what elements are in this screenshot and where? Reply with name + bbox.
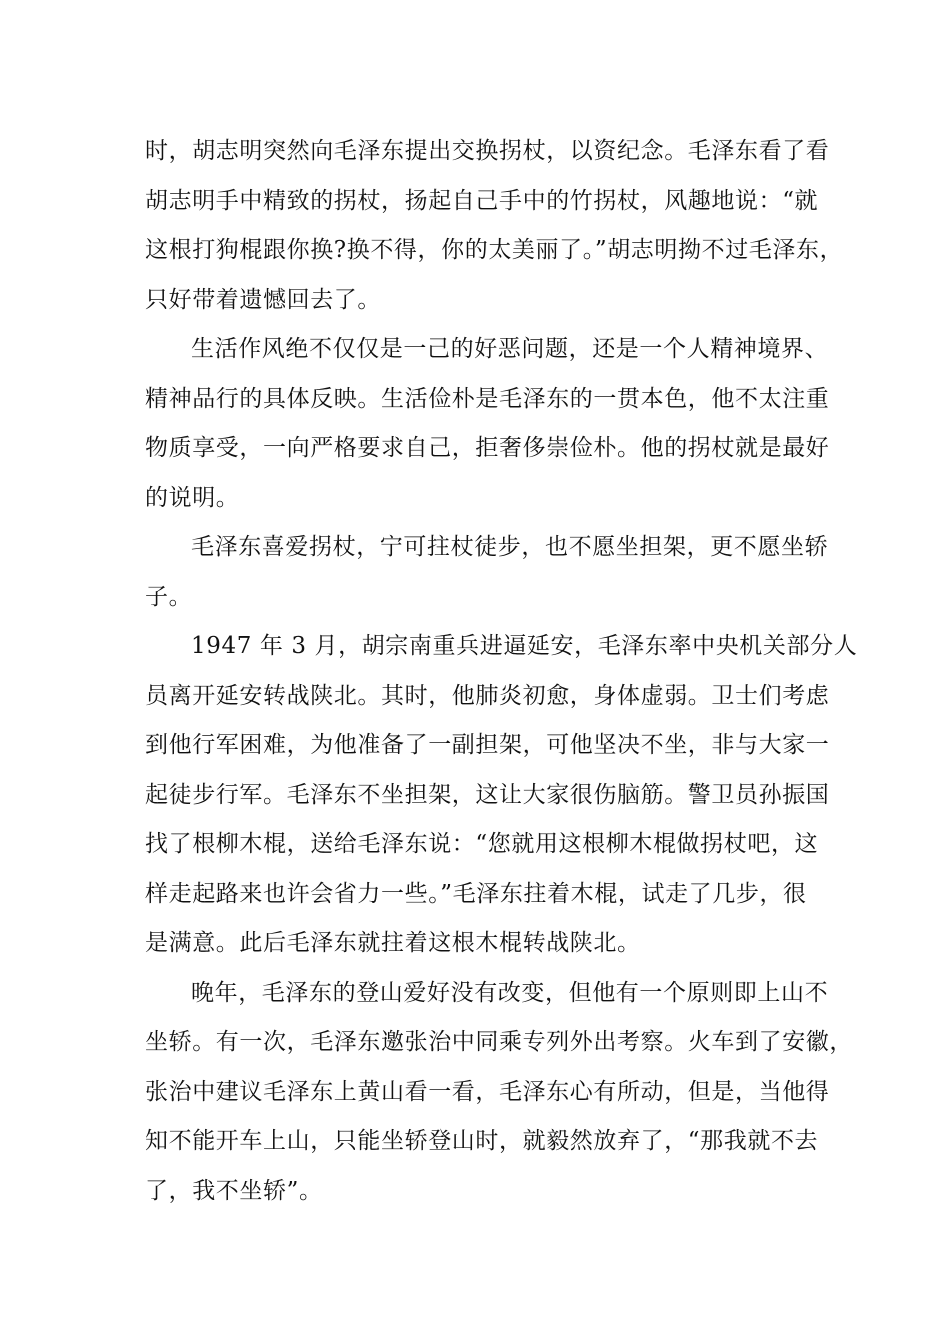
paragraph-5: [145, 969, 853, 1217]
text-line: 子。: [145, 583, 193, 610]
text-line: 物质享受，一向严格要求自己，拒奢侈崇俭朴。他的拐杖就是最好: [145, 435, 830, 461]
text-line: 坐轿。有一次，毛泽东邀张治中同乘专列外出考察。火车到了安徽，: [145, 1029, 853, 1055]
text-line: 是满意。此后毛泽东就拄着这根木棍转战陕北。: [145, 930, 641, 956]
text-line: 生活作风绝不仅仅是一己的好恶问题，还是一个人精神境界、: [191, 336, 829, 362]
text-line: 样走起路来也许会省力一些。”毛泽东拄着木棍，试走了几步，很: [145, 880, 807, 907]
text-line: 只好带着遗憾回去了。: [145, 286, 381, 313]
text-line: 这根打狗棍跟你换?换不得，你的太美丽了。”胡志明拗不过毛泽东，: [145, 237, 844, 263]
text-line: 1947 年 3 月，胡宗南重兵进逼延安，毛泽东率中央机关部分人: [191, 633, 858, 659]
text-line: 起徒步行军。毛泽东不坐担架，这让大家很伤脑筋。警卫员孙振国: [145, 781, 830, 808]
text-line: 晚年，毛泽东的登山爱好没有改变，但他有一个原则即上山不: [191, 979, 829, 1006]
text-line: 了，我不坐轿”。: [145, 1177, 323, 1204]
text-line: 毛泽东喜爱拐杖，宁可拄杖徒步，也不愿坐担架，更不愿坐轿: [191, 534, 829, 560]
text-line: 张治中建议毛泽东上黄山看一看，毛泽东心有所动，但是，当他得: [145, 1078, 830, 1105]
text-line: 的说明。: [145, 484, 240, 511]
article-body: [145, 127, 858, 1216]
text-line: 知不能开车上山，只能坐轿登山时，就毅然放弃了，“那我就不去: [145, 1128, 819, 1154]
paragraph-4: [145, 622, 858, 969]
paragraph-2: [145, 325, 830, 523]
text-line: 找了根柳木棍，送给毛泽东说：“您就用这根柳木棍做拐杖吧，这: [145, 831, 819, 857]
text-line: 精神品行的具体反映。生活俭朴是毛泽东的一贯本色，他不太注重: [145, 385, 830, 412]
text-line: 员离开延安转战陕北。其时，他肺炎初愈，身体虚弱。卫士们考虑: [145, 682, 830, 709]
paragraph-1: [145, 127, 844, 325]
text-line: 时，胡志明突然向毛泽东提出交换拐杖，以资纪念。毛泽东看了看: [145, 138, 830, 164]
text-line: 胡志明手中精致的拐杖，扬起自己手中的竹拐杖，风趣地说：“就: [145, 187, 819, 214]
text-line: 到他行军困难，为他准备了一副担架，可他坚决不坐，非与大家一: [145, 732, 830, 758]
paragraph-3: [145, 523, 829, 622]
